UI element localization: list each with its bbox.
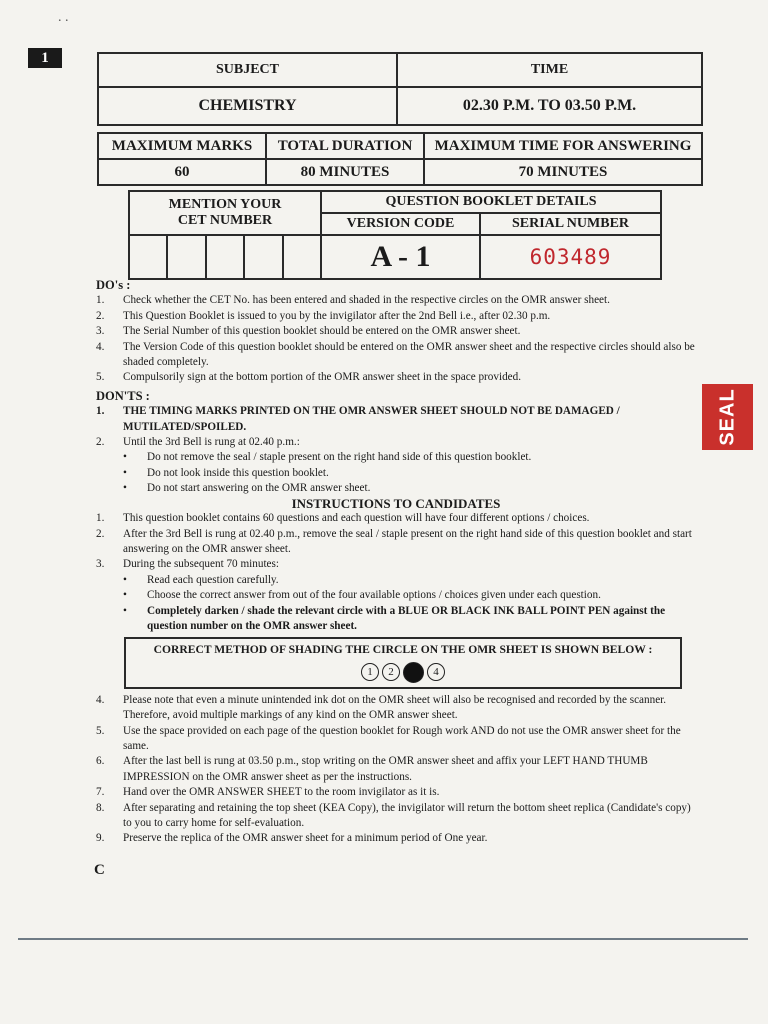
list-item: 1. Check whether the CET No. has been entered and shaded in the respective circles on the OMR answer sheet. (96, 294, 610, 307)
cet-number-label (129, 191, 321, 235)
time-value: 02.30 P.M. TO 03.50 P.M. (397, 87, 702, 125)
list-item: 8. After separating and retaining the top sheet (KEA Copy), the invigilator will return the bottom sheet replica (Candidate's copy) to you to carry home for self-evaluation. (96, 801, 691, 829)
donts-title: DON'TS : (96, 388, 150, 403)
duration-label: TOTAL DURATION (266, 133, 424, 159)
cet-digit-box[interactable] (168, 236, 206, 278)
omr-shading-example (124, 637, 682, 688)
list-item: 1. THE TIMING MARKS PRINTED ON THE OMR ANSWER SHEET SHOULD NOT BE DAMAGED / MUTILATED/SPOILED. (96, 405, 620, 433)
bullet-item: • Do not start answering on the OMR answer sheet. (123, 482, 371, 495)
list-item: 4. Please note that even a minute unintended ink dot on the OMR sheet will also be recognised and recorded by the scanner. Therefore, avoid multiple markings of any kind on the OMR answer sheet. (96, 693, 667, 722)
marks-table (97, 132, 703, 186)
version-code-value: A - 1 (321, 235, 480, 279)
duration-value: 80 MINUTES (266, 159, 424, 185)
cet-digit-box[interactable] (207, 236, 245, 278)
list-item: 2. After the 3rd Bell is rung at 02.40 p.m., remove the seal / staple present on the right hand side of this question booklet and start answering on the OMR answer sheet. (96, 527, 692, 555)
list-item: 9. Preserve the replica of the OMR answer sheet for a minimum period of One year. (96, 832, 488, 845)
version-code-label: VERSION CODE (321, 213, 480, 235)
subject-value: CHEMISTRY (98, 87, 397, 125)
subject-time-table (97, 52, 703, 126)
list-item: 4. The Version Code of this question booklet should be entered on the OMR answer sheet and the respective circles should also be shaded completely. (96, 340, 695, 369)
answer-time-label: MAXIMUM TIME FOR ANSWERING (424, 133, 702, 159)
list-item: 2. Until the 3rd Bell is rung at 02.40 p.m.: (96, 436, 300, 449)
list-item: 5. Compulsorily sign at the bottom portion of the OMR answer sheet in the space provided. (96, 371, 522, 384)
page-bottom-edge (18, 938, 748, 940)
instructions-content (96, 278, 696, 847)
option-circle: 2 (382, 663, 400, 681)
list-item: 6. After the last bell is rung at 03.50 p.m., stop writing on the OMR answer sheet and affix your LEFT HAND THUMB IMPRESSION on the OMR answer sheet as per the instructions. (96, 755, 648, 783)
bullet-item: • Completely darken / shade the relevant circle with a BLUE OR BLACK INK BALL POINT PEN against the question number on the OMR answer sheet. (123, 604, 666, 632)
answer-time-value: 70 MINUTES (424, 159, 702, 185)
list-item: 3. The Serial Number of this question booklet should be entered on the OMR answer sheet. (96, 325, 521, 338)
serial-number-label: SERIAL NUMBER (480, 213, 661, 235)
bullet-item: • Read each question carefully. (123, 573, 279, 586)
booklet-details-label: QUESTION BOOKLET DETAILS (321, 191, 661, 213)
list-item: 2. This Question Booklet is issued to you by the invigilator after the 2nd Bell i.e., after 02.30 p.m. (96, 309, 551, 322)
dos-list (96, 293, 696, 385)
cet-digit-box[interactable] (284, 236, 320, 278)
page-number-badge: 1 (28, 48, 62, 68)
booklet-details-table (128, 190, 662, 280)
list-item: 5. Use the space provided on each page of the question booklet for Rough work AND do not use the OMR answer sheet for the same. (96, 724, 681, 752)
time-label: TIME (397, 53, 702, 87)
cet-digit-box[interactable] (245, 236, 283, 278)
scan-dots: . . (58, 10, 69, 25)
seal-label: SEAL (716, 388, 738, 446)
bullet-item: • Choose the correct answer from out of the four available options / choices given under each question. (123, 589, 601, 602)
list-item: 1. This question booklet contains 60 questions and each question will have four different options / choices. (96, 512, 590, 525)
cet-label-line-1: MENTION YOUR (168, 197, 282, 212)
footer-mark: C (94, 862, 105, 878)
seal-tab[interactable] (702, 384, 753, 450)
bullet-item: • Do not look inside this question booklet. (123, 466, 329, 479)
max-marks-label: MAXIMUM MARKS (98, 133, 266, 159)
cet-number-boxes[interactable] (129, 235, 321, 279)
cet-digit-box[interactable] (130, 236, 168, 278)
max-marks-value: 60 (98, 159, 266, 185)
cet-label-line-2: CET NUMBER (177, 213, 273, 228)
subject-label: SUBJECT (98, 53, 397, 87)
dos-title: DO's : (96, 278, 131, 292)
serial-number-value: 603489 (480, 235, 661, 279)
bullet-item: • Do not remove the seal / staple present on the right hand side of this question booklet. (123, 451, 532, 464)
option-circle-shaded (403, 662, 424, 683)
instructions-title: INSTRUCTIONS TO CANDIDATES (291, 495, 501, 511)
omr-example-title: CORRECT METHOD OF SHADING THE CIRCLE ON THE OMR SHEET IS SHOWN BELOW : (153, 643, 653, 657)
omr-circles (126, 663, 680, 683)
option-circle: 1 (361, 663, 379, 681)
list-item: 7. Hand over the OMR ANSWER SHEET to the room invigilator as it is. (96, 786, 440, 799)
option-circle: 4 (427, 663, 445, 681)
list-item: 3. During the subsequent 70 minutes: (96, 558, 279, 571)
